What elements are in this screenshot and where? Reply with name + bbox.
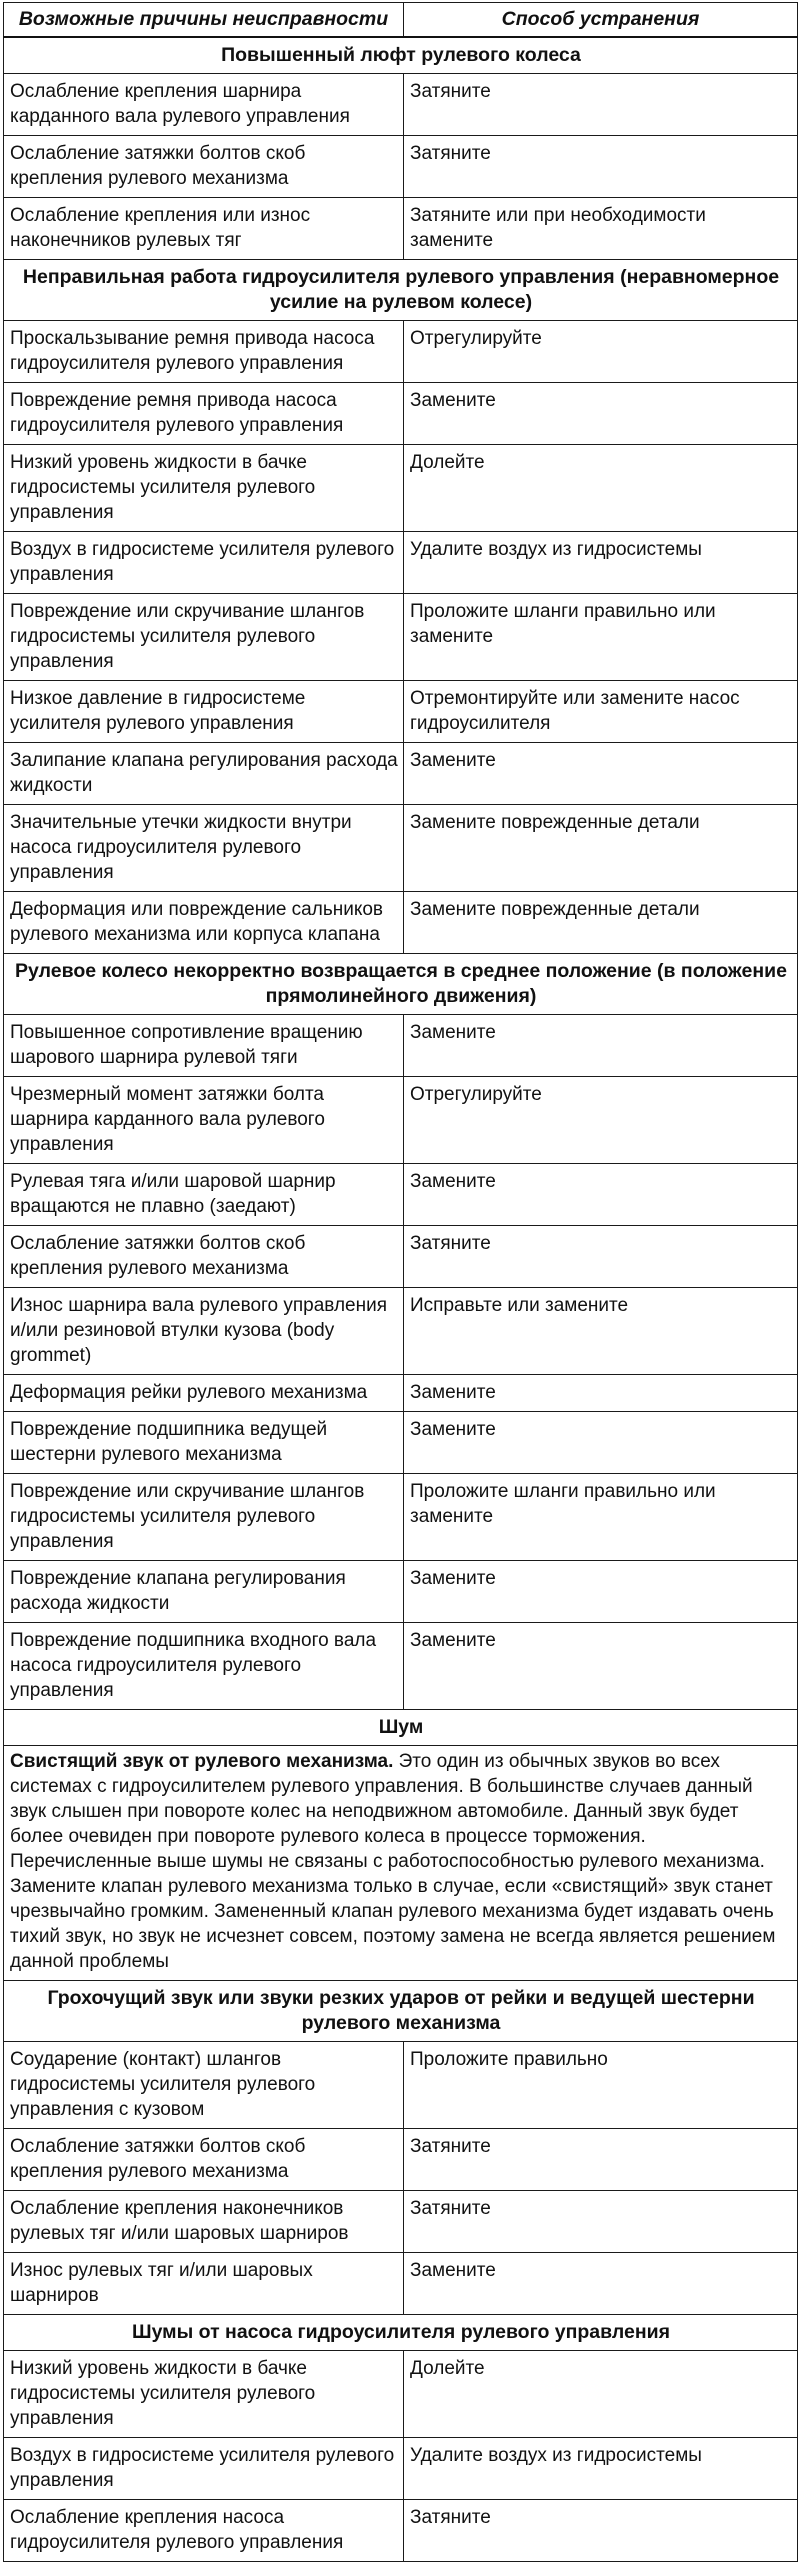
cause-cell: Ослабление крепления насоса гидроусилителя рулевого управления: [4, 2500, 404, 2562]
cause-cell: Рулевая тяга и/или шаровой шарнир вращаются не плавно (заедают): [4, 1164, 404, 1226]
table-row: [4, 1375, 798, 1412]
header-cause: Возможные причины неисправности: [4, 3, 404, 38]
remedy-cell: Замените: [404, 1561, 798, 1623]
cause-cell: Повышенное сопротивление вращению шарового шарнира рулевой тяги: [4, 1015, 404, 1077]
table-row: [4, 1412, 798, 1474]
cause-cell: Ослабление затяжки болтов скоб крепления рулевого механизма: [4, 136, 404, 198]
table-row: [4, 2042, 798, 2129]
cause-cell: Повреждение клапана регулирования расхода жидкости: [4, 1561, 404, 1623]
noise-note-lead: Свистящий звук от рулевого механизма.: [10, 1751, 394, 1772]
table-row: [4, 892, 798, 954]
cause-cell: Ослабление затяжки болтов скоб крепления рулевого механизма: [4, 1226, 404, 1288]
remedy-cell: Затяните: [404, 2129, 798, 2191]
remedy-cell: Замените: [404, 383, 798, 445]
table-row: [4, 743, 798, 805]
remedy-cell: Проложите правильно: [404, 2042, 798, 2129]
table-row: [4, 2253, 798, 2315]
cause-cell: Чрезмерный момент затяжки болта шарнира карданного вала рулевого управления: [4, 1077, 404, 1164]
table-row: [4, 805, 798, 892]
remedy-cell: Долейте: [404, 445, 798, 532]
noise-note: [4, 1746, 798, 1981]
remedy-cell: Исправьте или замените: [404, 1288, 798, 1375]
remedy-cell: Замените поврежденные детали: [404, 892, 798, 954]
cause-cell: Проскальзывание ремня привода насоса гидроусилителя рулевого управления: [4, 321, 404, 383]
cause-cell: Воздух в гидросистеме усилителя рулевого управления: [4, 2438, 404, 2500]
remedy-cell: Замените: [404, 1623, 798, 1710]
section-title: Повышенный люфт рулевого колеса: [4, 37, 798, 74]
section-title: Неправильная работа гидроусилителя рулевого управления (неравномерное усилие на рулевом колесе): [4, 260, 798, 321]
remedy-cell: Отремонтируйте или замените насос гидроусилителя: [404, 681, 798, 743]
noise-note-row: [4, 1746, 798, 1981]
table-row: [4, 1164, 798, 1226]
cause-cell: Воздух в гидросистеме усилителя рулевого управления: [4, 532, 404, 594]
remedy-cell: Отрегулируйте: [404, 1077, 798, 1164]
cause-cell: Повреждение или скручивание шлангов гидросистемы усилителя рулевого управления: [4, 1474, 404, 1561]
cause-cell: Износ шарнира вала рулевого управления и/или резиновой втулки кузова (body grommet): [4, 1288, 404, 1375]
cause-cell: Ослабление затяжки болтов скоб крепления рулевого механизма: [4, 2129, 404, 2191]
table-row: [4, 532, 798, 594]
cause-cell: Значительные утечки жидкости внутри насоса гидроусилителя рулевого управления: [4, 805, 404, 892]
remedy-cell: Замените поврежденные детали: [404, 805, 798, 892]
remedy-cell: Затяните или при необходимости замените: [404, 198, 798, 260]
section-title: Шумы от насоса гидроусилителя рулевого управления: [4, 2315, 798, 2351]
table-row: [4, 74, 798, 136]
remedy-cell: Замените: [404, 743, 798, 805]
table-row: [4, 2191, 798, 2253]
remedy-cell: Замените: [404, 1164, 798, 1226]
remedy-cell: Удалите воздух из гидросистемы: [404, 532, 798, 594]
remedy-cell: Затяните: [404, 2500, 798, 2562]
table-row: [4, 1623, 798, 1710]
noise-title: Шум: [4, 1710, 798, 1746]
table-row: [4, 383, 798, 445]
cause-cell: Ослабление крепления шарнира карданного вала рулевого управления: [4, 74, 404, 136]
cause-cell: Залипание клапана регулирования расхода жидкости: [4, 743, 404, 805]
table-row: [4, 1077, 798, 1164]
cause-cell: Повреждение подшипника входного вала насоса гидроусилителя рулевого управления: [4, 1623, 404, 1710]
table-row: [4, 681, 798, 743]
remedy-cell: Удалите воздух из гидросистемы: [404, 2438, 798, 2500]
table-row: [4, 445, 798, 532]
table-row: [4, 198, 798, 260]
remedy-cell: Затяните: [404, 74, 798, 136]
table-row: [4, 1288, 798, 1375]
troubleshooting-table: [3, 2, 798, 2562]
table-row: [4, 1015, 798, 1077]
remedy-cell: Затяните: [404, 2191, 798, 2253]
cause-cell: Ослабление крепления наконечников рулевых тяг и/или шаровых шарниров: [4, 2191, 404, 2253]
cause-cell: Износ рулевых тяг и/или шаровых шарниров: [4, 2253, 404, 2315]
remedy-cell: Замените: [404, 2253, 798, 2315]
table-row: [4, 1474, 798, 1561]
cause-cell: Соударение (контакт) шлангов гидросистемы усилителя рулевого управления с кузовом: [4, 2042, 404, 2129]
cause-cell: Повреждение ремня привода насоса гидроусилителя рулевого управления: [4, 383, 404, 445]
table-row: [4, 2438, 798, 2500]
cause-cell: Низкий уровень жидкости в бачке гидросистемы усилителя рулевого управления: [4, 445, 404, 532]
cause-cell: Повреждение подшипника ведущей шестерни рулевого механизма: [4, 1412, 404, 1474]
remedy-cell: Замените: [404, 1015, 798, 1077]
table-row: [4, 2129, 798, 2191]
cause-cell: Деформация рейки рулевого механизма: [4, 1375, 404, 1412]
table-row: [4, 2351, 798, 2438]
table-row: [4, 2500, 798, 2562]
remedy-cell: Долейте: [404, 2351, 798, 2438]
table-row: [4, 321, 798, 383]
cause-cell: Повреждение или скручивание шлангов гидросистемы усилителя рулевого управления: [4, 594, 404, 681]
cause-cell: Низкий уровень жидкости в бачке гидросистемы усилителя рулевого управления: [4, 2351, 404, 2438]
noise-note-body: Это один из обычных звуков во всех системах с гидроусилителем рулевого управления. В большинстве случаев данный звук слышен при повороте колес на неподвижном автомобиле. Данный звук будет более очевиден при повороте рулевого колеса в процессе торможения. Перечисленные выше шумы не связаны с работоспособностью рулевого механизма. Замените клапан рулевого механизма только в случае, если «свистящий» звук станет чрезвычайно громким. Замененный клапан рулевого механизма будет издавать очень тихий звук, но звук не исчезнет совсем, поэтому замена не всегда является решением данной проблемы: [10, 1751, 776, 1972]
remedy-cell: Замените: [404, 1375, 798, 1412]
cause-cell: Ослабление крепления или износ наконечников рулевых тяг: [4, 198, 404, 260]
table-row: [4, 1226, 798, 1288]
table-header-row: [4, 3, 798, 38]
section-title: Рулевое колесо некорректно возвращается в среднее положение (в положение прямолинейного движения): [4, 954, 798, 1015]
remedy-cell: Отрегулируйте: [404, 321, 798, 383]
section-title: Грохочущий звук или звуки резких ударов от рейки и ведущей шестерни рулевого механизма: [4, 1981, 798, 2042]
table-row: [4, 1561, 798, 1623]
table-row: [4, 136, 798, 198]
remedy-cell: Замените: [404, 1412, 798, 1474]
remedy-cell: Затяните: [404, 136, 798, 198]
cause-cell: Низкое давление в гидросистеме усилителя рулевого управления: [4, 681, 404, 743]
cause-cell: Деформация или повреждение сальников рулевого механизма или корпуса клапана: [4, 892, 404, 954]
table-row: [4, 594, 798, 681]
header-remedy: Способ устранения: [404, 3, 798, 38]
remedy-cell: Затяните: [404, 1226, 798, 1288]
remedy-cell: Проложите шланги правильно или замените: [404, 1474, 798, 1561]
remedy-cell: Проложите шланги правильно или замените: [404, 594, 798, 681]
